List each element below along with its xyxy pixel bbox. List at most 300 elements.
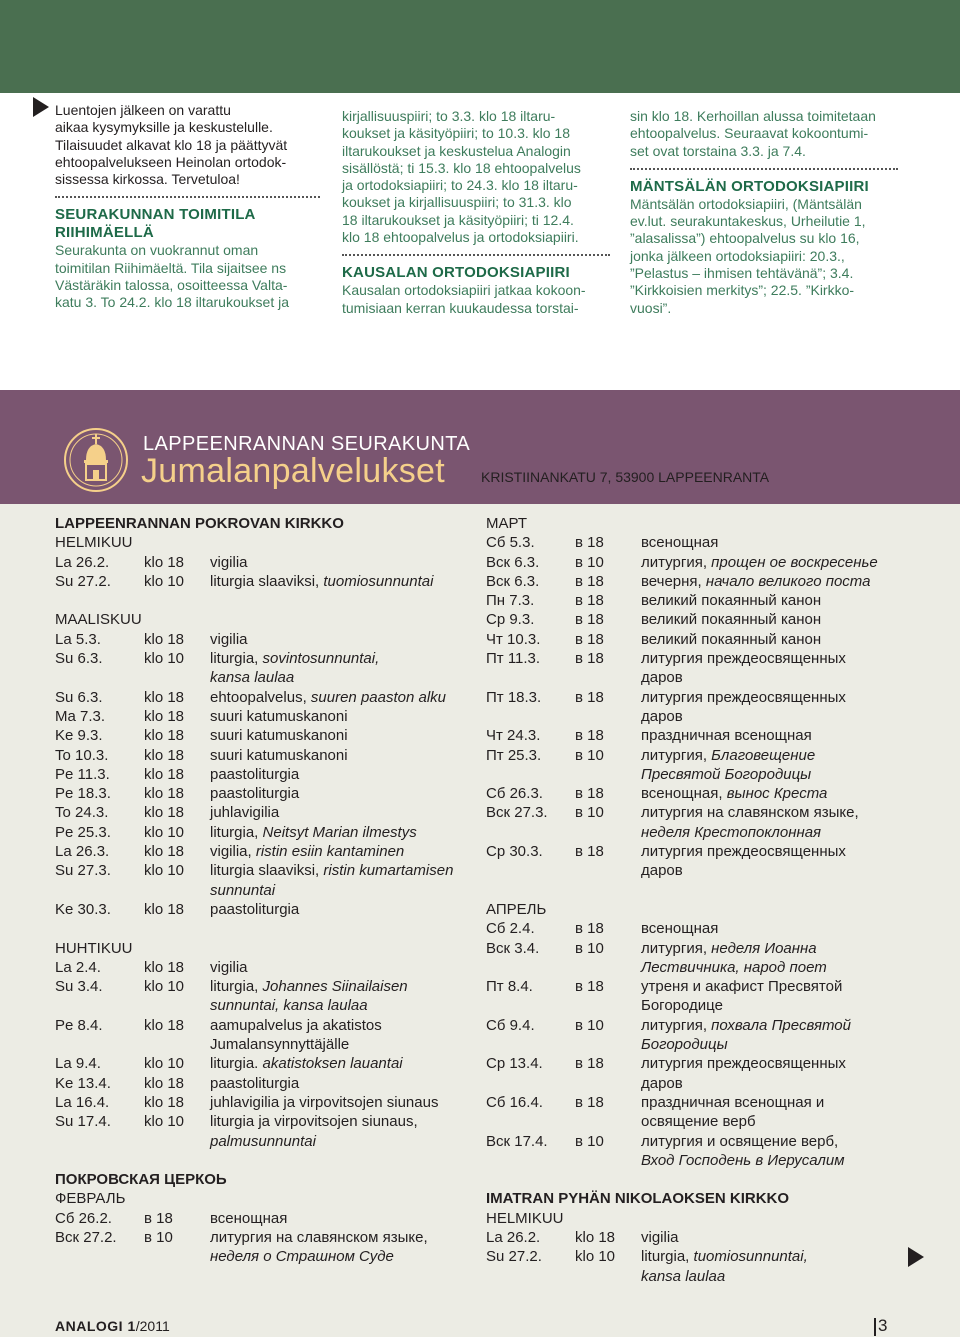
schedule-row-continuation: [486, 1112, 916, 1131]
service-description: [210, 1035, 349, 1054]
schedule-row-continuation: [55, 996, 475, 1015]
dotted-separator: [55, 196, 320, 198]
body-text-line: klo 18 ehtoopalvelus ja ortodoksiapiiri.: [342, 229, 579, 246]
service-description: [210, 842, 404, 861]
service-description: [210, 900, 299, 919]
service-time: в 18: [575, 785, 604, 803]
schedule-row: [486, 1093, 916, 1112]
service-time: в 18: [575, 592, 604, 610]
arrow-right-icon: [908, 1247, 924, 1267]
service-description: [210, 1074, 299, 1093]
month-heading: ФЕВРАЛЬ: [55, 1190, 126, 1208]
body-text-line: koukset ja käsityöpiiri; to 10.3. klo 18: [342, 125, 571, 142]
schedule-row-continuation: [486, 996, 916, 1015]
schedule-row: [486, 591, 916, 610]
body-text-line: sisällöstä; ti 15.3. klo 18 ehtoopalvelus: [342, 159, 581, 176]
service-time: klo 18: [144, 688, 185, 706]
service-time: klo 18: [144, 765, 185, 783]
service-name: liturgia.: [210, 1055, 263, 1073]
service-date: To 10.3.: [55, 746, 109, 764]
service-description: [210, 726, 348, 745]
service-time: klo 18: [144, 553, 185, 571]
schedule-row: [486, 919, 916, 938]
service-time: в 18: [575, 534, 604, 552]
service-time: в 18: [575, 1093, 604, 1111]
service-name: paastoliturgia: [210, 1074, 300, 1092]
service-date: Pe 11.3.: [55, 765, 110, 783]
service-time: klo 18: [144, 630, 185, 648]
body-text-line: sin klo 18. Kerhoillan alussa toimitetaan: [630, 108, 876, 124]
service-description: [210, 784, 299, 803]
schedule-row-continuation: [55, 668, 475, 687]
intro-text-line: Tilaisuudet alkavat klo 18 ja päättyvät: [55, 136, 288, 153]
service-time: в 18: [575, 727, 604, 745]
service-description: [210, 553, 248, 572]
service-date: La 26.2.: [55, 553, 110, 571]
schedule-spacer: [55, 591, 475, 610]
service-description: [641, 630, 821, 649]
service-date: Пт 8.4.: [486, 978, 533, 996]
service-note: похвала Пресвятой: [711, 1016, 851, 1034]
schedule-left-column: [55, 514, 475, 1267]
service-date: Сб 5.3.: [486, 534, 535, 552]
service-description: [210, 1228, 428, 1247]
service-date: Su 27.2.: [486, 1248, 542, 1266]
service-name: Богородице: [641, 997, 723, 1015]
service-note: неделя Иоанна: [711, 939, 817, 957]
body-text-line: ev.lut. seurakuntakeskus, Urheilutie 1,: [630, 213, 866, 230]
schedule-row: [486, 977, 916, 996]
service-date: Ke 30.3.: [55, 900, 111, 918]
service-description: [641, 668, 683, 687]
service-description: [641, 803, 859, 822]
service-description: [210, 1054, 403, 1073]
schedule-row: [55, 1054, 475, 1073]
service-time: klo 18: [144, 746, 185, 764]
service-date: Вск 27.3.: [486, 804, 548, 822]
dotted-separator: [342, 254, 610, 256]
service-description: [641, 958, 827, 977]
body-text-line: koukset ja kirjallisuuspiiri; to 31.3. klo: [342, 194, 572, 211]
service-description: [210, 630, 248, 649]
service-note: sunnuntai, kansa laulaa: [210, 997, 368, 1015]
service-name: liturgia,: [210, 650, 263, 668]
service-note: tuomiosunnuntai: [323, 572, 434, 590]
service-time: klo 18: [144, 900, 185, 918]
service-time: klo 18: [144, 843, 185, 861]
service-name: ehtoopalvelus,: [210, 688, 311, 706]
service-name: vigilia,: [210, 843, 256, 861]
service-name: даров: [641, 669, 683, 687]
body-text-line: ja ortodoksiapiiri; to 24.3. klo 18 iltaru-: [342, 177, 578, 194]
service-description: [641, 1093, 824, 1112]
service-date: Пн 7.3.: [486, 592, 535, 610]
service-date: Pe 25.3.: [55, 823, 111, 841]
schedule-row: [486, 610, 916, 629]
church-title: LAPPEENRANNAN POKROVAN KIRKKO: [55, 515, 344, 532]
banner-title: Jumalanpalvelukset: [141, 452, 446, 490]
schedule-row-continuation: [55, 1035, 475, 1054]
service-time: в 18: [575, 920, 604, 938]
service-description: [641, 688, 846, 707]
service-note: неделя Крестопоклонная: [641, 823, 822, 841]
service-time: klo 18: [575, 1228, 616, 1246]
service-name: suuri katumuskanoni: [210, 746, 348, 764]
body-text-line: ”Pelastus – ihmisen tehtävänä”; 3.4.: [630, 265, 854, 282]
body-text-line: set ovat torstaina 3.3. ja 7.4.: [630, 142, 806, 159]
service-note: suuren paaston alku: [310, 688, 447, 706]
body-text-line: 18 iltarukoukset ja käsityöpiiri; ti 12.4.: [342, 211, 574, 228]
service-name: vigilia: [210, 553, 248, 571]
schedule-row-continuation: [486, 823, 916, 842]
schedule-row: [55, 958, 475, 977]
schedule-row-continuation: [486, 668, 916, 687]
service-date: Чт 24.3.: [486, 727, 541, 745]
service-description: [641, 649, 846, 668]
service-date: La 9.4.: [55, 1055, 101, 1073]
footer-magazine: [55, 1318, 170, 1334]
service-note: вынос Креста: [726, 785, 828, 803]
schedule-row: [55, 1209, 475, 1228]
section-heading: KAUSALAN ORTODOKSIAPIIRI: [342, 264, 570, 282]
service-name: liturgia,: [210, 978, 263, 996]
service-date: Pe 8.4.: [55, 1016, 103, 1034]
banner-address: KRISTIINANKATU 7, 53900 LAPPEENRANTA: [481, 469, 770, 485]
service-description: [641, 746, 815, 765]
service-date: La 16.4.: [55, 1093, 110, 1111]
service-name: литургия преждеосвященных: [641, 1055, 846, 1073]
month-heading: АПРЕЛЬ: [486, 900, 547, 918]
service-name: даров: [641, 862, 683, 880]
service-time: в 18: [575, 688, 604, 706]
service-date: Сб 26.3.: [486, 785, 543, 803]
body-text-line: katu 3. To 24.2. klo 18 iltarukoukset ja: [55, 294, 289, 311]
service-date: Su 17.4.: [55, 1113, 111, 1131]
service-description: [641, 553, 878, 572]
intro-text-line: ehtoopalvelukseen Heinolan ortodok-: [55, 153, 287, 170]
schedule-row: [486, 533, 916, 552]
intro-text-line: sissessa kirkossa. Tervetuloa!: [55, 171, 240, 188]
service-name: всенощная: [210, 1209, 288, 1227]
service-name: suuri katumuskanoni: [210, 727, 348, 745]
service-description: [210, 958, 248, 977]
banner-subtitle: LAPPEENRANNAN SEURAKUNTA: [143, 433, 471, 455]
service-name: великий покаянный канон: [641, 611, 822, 629]
schedule-row: [55, 977, 475, 996]
service-name: всенощная: [641, 534, 719, 552]
column-1: [55, 102, 320, 312]
service-note: Пресвятой Богородицы: [641, 765, 812, 783]
schedule-row: [55, 803, 475, 822]
church-title: ПОКРОВСКАЯ ЦЕРКОЬ: [55, 1171, 227, 1189]
service-name: liturgia,: [210, 823, 263, 841]
service-date: Вск 3.4.: [486, 939, 540, 957]
service-description: [641, 610, 821, 629]
service-time: в 10: [575, 939, 604, 957]
service-description: [210, 668, 294, 687]
service-name: литургия,: [641, 939, 712, 957]
service-name: литургия преждеосвященных: [641, 688, 846, 706]
service-time: klo 10: [144, 650, 185, 668]
service-time: klo 10: [144, 978, 185, 996]
service-time: в 18: [575, 572, 604, 590]
service-description: [210, 1112, 418, 1131]
dotted-separator: [630, 168, 898, 170]
schedule-row-continuation: [486, 765, 916, 784]
service-date: Ср 13.4.: [486, 1055, 543, 1073]
schedule-row: [55, 1093, 475, 1112]
schedule-row: [55, 784, 475, 803]
service-description: [641, 1016, 851, 1035]
service-description: [210, 1132, 316, 1151]
body-text-line: iltarukoukset ja keskustelua Analogin: [342, 142, 571, 159]
service-name: juhlavigilia: [210, 804, 280, 822]
schedule-row-continuation: [486, 1035, 916, 1054]
service-description: [210, 765, 299, 784]
schedule-row-continuation: [55, 1247, 475, 1266]
service-note: Neitsyt Marian ilmestys: [262, 823, 417, 841]
service-name: liturgia slaaviksi,: [210, 572, 324, 590]
service-time: klo 10: [144, 823, 185, 841]
church-cupola-icon: [62, 426, 130, 494]
service-name: liturgia slaaviksi,: [210, 862, 324, 880]
service-time: klo 18: [144, 785, 185, 803]
service-date: Пт 25.3.: [486, 746, 542, 764]
schedule-row: [486, 784, 916, 803]
church-title: IMATRAN PYHÄN NIKOLAOKSEN KIRKKO: [486, 1190, 790, 1208]
service-description: [641, 861, 683, 880]
service-name: даров: [641, 707, 683, 725]
service-name: vigilia: [210, 630, 248, 648]
schedule-row-continuation: [486, 958, 916, 977]
service-date: Ср 30.3.: [486, 843, 543, 861]
service-note: ristin kumartamisen: [323, 862, 454, 880]
schedule-row: [55, 1016, 475, 1035]
service-name: даров: [641, 1074, 683, 1092]
service-date: Ke 13.4.: [55, 1074, 111, 1092]
service-date: Su 27.2.: [55, 572, 111, 590]
service-date: La 2.4.: [55, 958, 101, 976]
schedule-row-continuation: [55, 1132, 475, 1151]
schedule-row: [486, 649, 916, 668]
service-name: утреня и акафист Пресвятой: [641, 978, 843, 996]
service-name: aamupalvelus ja akatistos: [210, 1016, 382, 1034]
service-description: [641, 996, 723, 1015]
service-description: [210, 688, 446, 707]
service-description: [210, 977, 408, 996]
service-time: klo 18: [144, 804, 185, 822]
service-name: paastoliturgia: [210, 765, 300, 783]
service-date: Su 6.3.: [55, 688, 103, 706]
service-description: [641, 1247, 808, 1266]
service-name: liturgia,: [641, 1248, 694, 1266]
schedule-row: [55, 1074, 475, 1093]
service-name: paastoliturgia: [210, 900, 300, 918]
service-note: akatistoksen lauantai: [262, 1055, 403, 1073]
service-description: [641, 784, 827, 803]
service-time: в 18: [144, 1209, 173, 1227]
service-note: sovintosunnuntai,: [262, 650, 380, 668]
body-text-line: jonka jälkeen ortodoksiapiiri: 20.3.,: [630, 247, 845, 264]
body-text-line: ”Kirkkoisien merkitys”; 22.5. ”Kirkko-: [630, 282, 855, 299]
schedule-row: [55, 726, 475, 745]
service-name: всенощная,: [641, 785, 727, 803]
service-date: La 5.3.: [55, 630, 101, 648]
service-time: в 18: [575, 978, 604, 996]
service-name: литургия преждеосвященных: [641, 843, 846, 861]
service-time: klo 18: [144, 1074, 185, 1092]
schedule-row: [55, 861, 475, 880]
body-text-line: vuosi”.: [630, 299, 672, 316]
service-time: klo 10: [144, 1113, 185, 1131]
service-name: великий покаянный канон: [641, 630, 822, 648]
schedule-row-continuation: [486, 1151, 916, 1170]
service-name: suuri katumuskanoni: [210, 707, 348, 725]
service-description: [641, 919, 718, 938]
schedule-row: [486, 746, 916, 765]
month-heading: MAALISKUU: [55, 611, 142, 629]
service-time: klo 18: [144, 727, 185, 745]
schedule-spacer: [55, 919, 475, 938]
service-name: литургия,: [641, 1016, 712, 1034]
service-name: литургия преждеосвященных: [641, 650, 846, 668]
schedule-row: [486, 630, 916, 649]
schedule-row: [55, 649, 475, 668]
service-note: palmusunnuntai: [210, 1132, 316, 1150]
schedule-row: [486, 842, 916, 861]
intro-text-line: Luentojen jälkeen on varattu: [55, 102, 231, 118]
footer-issue: /2011: [135, 1318, 170, 1334]
service-date: Su 3.4.: [55, 978, 103, 996]
body-text-line: tumisiaan kerran kuukaudessa torstai-: [342, 299, 579, 316]
schedule-row: [486, 553, 916, 572]
schedule-row-continuation: [486, 707, 916, 726]
service-date: La 26.2.: [486, 1228, 541, 1246]
service-note: прощен ое воскресенье: [711, 553, 878, 571]
service-description: [210, 803, 279, 822]
service-description: [210, 746, 348, 765]
service-name: литургия на славянском языке,: [641, 804, 859, 822]
service-name: Jumalansynnyttäjälle: [210, 1036, 350, 1054]
section-heading: RIIHIMÄELLÄ: [55, 224, 154, 242]
schedule-row: [486, 1054, 916, 1073]
service-time: в 18: [575, 650, 604, 668]
service-time: в 10: [575, 746, 604, 764]
service-time: klo 10: [144, 862, 185, 880]
schedule-row: [55, 842, 475, 861]
body-text-line: Mäntsälän ortodoksiapiiri, (Mäntsälän: [630, 195, 862, 212]
intro-text-line: aikaa kysymyksille ja keskustelulle.: [55, 119, 273, 136]
schedule-row: [486, 939, 916, 958]
service-date: Сб 26.2.: [55, 1209, 112, 1227]
page-number-divider: [874, 1318, 876, 1336]
month-heading: HELMIKUU: [486, 1209, 564, 1227]
service-time: klo 18: [144, 1016, 185, 1034]
service-time: в 10: [575, 1016, 604, 1034]
schedule-right-column: [486, 514, 916, 1286]
month-heading: HUHTIKUU: [55, 939, 133, 957]
schedule-spacer: [486, 1170, 916, 1189]
body-text-line: Seurakunta on vuokrannut oman: [55, 242, 259, 259]
service-time: klo 10: [144, 1055, 185, 1073]
service-time: klo 18: [144, 707, 185, 725]
arrow-right-icon: [33, 97, 49, 117]
schedule-row: [55, 823, 475, 842]
service-name: праздничная всенощная и: [641, 1093, 825, 1111]
service-date: Вск 17.4.: [486, 1132, 548, 1150]
service-date: Сб 2.4.: [486, 920, 535, 938]
service-name: литургия,: [641, 553, 712, 571]
body-text-line: kirjallisuuspiiri; to 3.3. klo 18 iltaru-: [342, 108, 556, 124]
service-description: [210, 707, 348, 726]
service-time: в 10: [575, 1132, 604, 1150]
service-date: La 26.3.: [55, 843, 110, 861]
service-note: tuomiosunnuntai,: [693, 1248, 808, 1266]
column-2: [342, 108, 610, 317]
service-description: [641, 842, 846, 861]
service-date: Сб 9.4.: [486, 1016, 535, 1034]
service-note: начало великого поста: [705, 572, 871, 590]
service-description: [641, 572, 870, 591]
service-description: [210, 1209, 287, 1228]
service-note: Johannes Siinailaisen: [262, 978, 408, 996]
schedule-row: [55, 900, 475, 919]
service-description: [641, 1112, 756, 1131]
schedule-row: [486, 803, 916, 822]
service-name: литургия на славянском языке,: [210, 1228, 428, 1246]
service-description: [641, 591, 821, 610]
schedule-row: [55, 1228, 475, 1247]
service-description: [210, 649, 379, 668]
service-description: [641, 533, 718, 552]
service-note: Вход Господень в Иерусалим: [641, 1151, 845, 1169]
service-description: [641, 1074, 683, 1093]
service-date: Pe 18.3.: [55, 785, 111, 803]
service-name: всенощная: [641, 920, 719, 938]
service-date: Ср 9.3.: [486, 611, 535, 629]
service-note: Лествичника, народ поет: [641, 958, 827, 976]
page-number: 3: [878, 1316, 888, 1335]
schedule-row: [55, 707, 475, 726]
body-text-line: ”alasalissa”) ehtoopalvelus su klo 16,: [630, 230, 860, 247]
service-time: в 18: [575, 843, 604, 861]
service-date: To 24.3.: [55, 804, 109, 822]
schedule-row-continuation: [486, 861, 916, 880]
body-text-line: ehtoopalvelus. Seuraavat kokoontumi-: [630, 125, 869, 142]
service-time: в 10: [575, 553, 604, 571]
schedule-row: [486, 1228, 916, 1247]
service-time: klo 18: [144, 1093, 185, 1111]
service-description: [641, 707, 683, 726]
schedule-row: [55, 765, 475, 784]
service-description: [210, 1093, 438, 1112]
body-text-line: Västäräkin talossa, osoitteessa Valta-: [55, 277, 288, 294]
column-3: [630, 108, 898, 317]
service-date: Вск 6.3.: [486, 553, 540, 571]
service-date: Вск 6.3.: [486, 572, 540, 590]
schedule-row: [55, 1112, 475, 1131]
service-note: Богородицы: [641, 1036, 728, 1054]
schedule-row: [55, 746, 475, 765]
service-time: в 18: [575, 611, 604, 629]
service-name: liturgia ja virpovitsojen siunaus,: [210, 1113, 418, 1131]
service-date: Чт 10.3.: [486, 630, 541, 648]
service-note: kansa laulaa: [210, 669, 295, 687]
service-date: Сб 16.4.: [486, 1093, 543, 1111]
service-note: ristin esiin kantaminen: [255, 843, 405, 861]
section-heading: MÄNTSÄLÄN ORTODOKSIAPIIRI: [630, 177, 869, 195]
schedule-row: [55, 572, 475, 591]
